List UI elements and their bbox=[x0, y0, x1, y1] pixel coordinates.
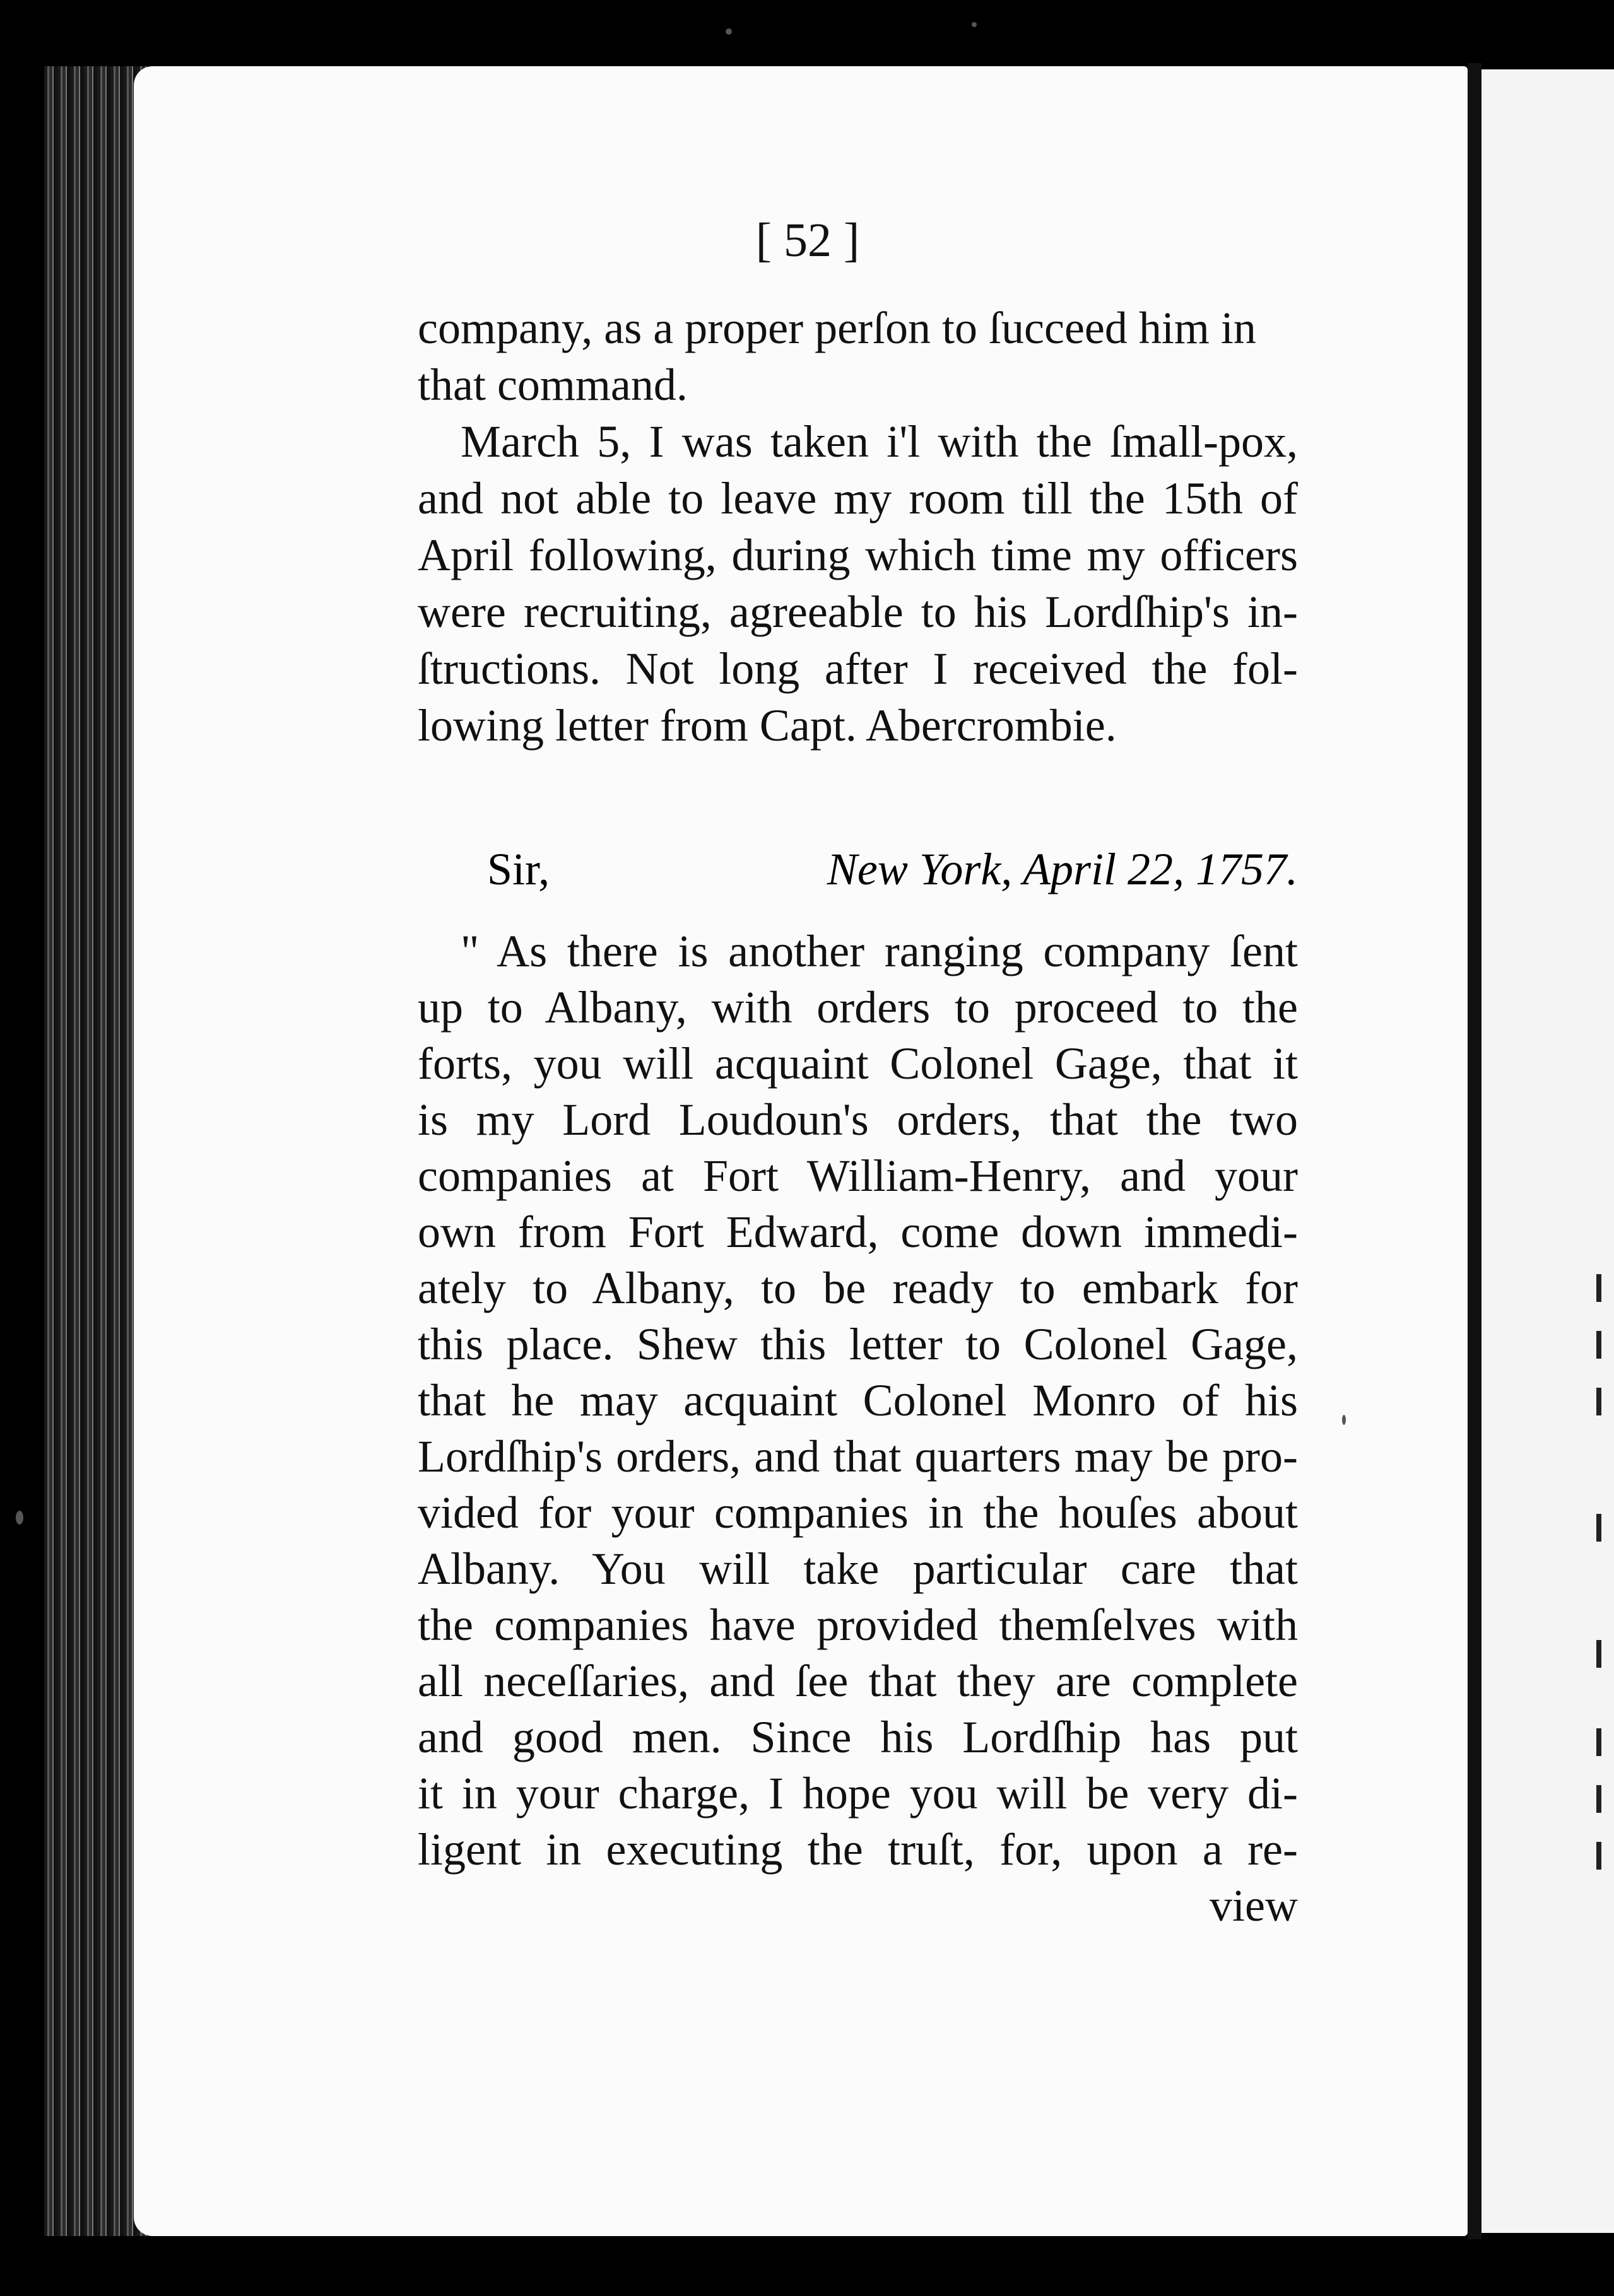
text-line: April following, during which time my officers bbox=[418, 530, 1298, 580]
text-line: vided for your companies in the houſes about bbox=[418, 1487, 1298, 1538]
text-line: and not able to leave my room till the 15th of bbox=[418, 473, 1298, 524]
text-line: is my Lord Loudoun's orders, that the two bbox=[418, 1094, 1298, 1145]
text-line: companies at Fort William-Henry, and your bbox=[418, 1151, 1298, 1201]
facing-page-mark bbox=[1596, 1274, 1601, 1302]
text-line: lowing letter from Capt. Abercrombie. bbox=[418, 700, 1117, 751]
letter-dateline bbox=[487, 838, 1298, 901]
text-line: were recruiting, agreeable to his Lordſhip's in- bbox=[418, 587, 1298, 637]
text-line: and good men. Since his Lordſhip has put bbox=[418, 1712, 1298, 1762]
facing-page-edge bbox=[1481, 69, 1614, 2233]
text-line: ately to Albany, to be ready to embark for bbox=[418, 1263, 1298, 1313]
text-line: all neceſſaries, and ſee that they are complete bbox=[418, 1656, 1298, 1706]
facing-page-mark bbox=[1596, 1388, 1601, 1415]
text-line: ligent in executing the truſt, for, upon a re- bbox=[418, 1824, 1298, 1875]
page-gutter bbox=[1468, 63, 1481, 2239]
text-line: that he may acquaint Colonel Monro of his bbox=[418, 1375, 1298, 1426]
text-line: March 5, I was taken i'l with the ſmall-pox, bbox=[461, 416, 1298, 467]
text-line: up to Albany, with orders to proceed to the bbox=[418, 982, 1298, 1033]
text-line: the companies have provided themſelves with bbox=[418, 1600, 1298, 1650]
text-line: " As there is another ranging company ſent bbox=[461, 926, 1298, 976]
text-line: it in your charge, I hope you will be very di- bbox=[418, 1768, 1298, 1819]
text-line: this place. Shew this letter to Colonel Gage, bbox=[418, 1319, 1298, 1369]
catchword: view bbox=[1210, 1880, 1298, 1931]
text-line: that command. bbox=[418, 360, 688, 410]
scan-speck bbox=[1342, 1415, 1346, 1425]
scan-speck bbox=[16, 1511, 23, 1525]
text-line: Albany. You will take particular care that bbox=[418, 1543, 1298, 1594]
facing-page-mark bbox=[1596, 1640, 1601, 1668]
text-line: Lordſhip's orders, and that quarters may be pro- bbox=[418, 1431, 1298, 1482]
text-line: own from Fort Edward, come down immedi- bbox=[418, 1207, 1298, 1257]
letter-place-date: New York, April 22, 1757. bbox=[827, 844, 1298, 894]
scan-speck bbox=[972, 22, 977, 27]
facing-page-mark bbox=[1596, 1331, 1601, 1359]
facing-page-mark bbox=[1596, 1842, 1601, 1870]
facing-page-mark bbox=[1596, 1728, 1601, 1756]
text-line: company, as a proper perſon to ſucceed him in bbox=[418, 303, 1256, 353]
page-number-header: [ 52 ] bbox=[755, 214, 860, 267]
facing-page-mark bbox=[1596, 1785, 1601, 1813]
text-line: ſtructions. Not long after I received the fol- bbox=[418, 643, 1298, 694]
text-line: forts, you will acquaint Colonel Gage, that it bbox=[418, 1038, 1298, 1089]
facing-page-mark bbox=[1596, 1514, 1601, 1542]
scan-speck bbox=[726, 28, 732, 35]
letter-salutation: Sir, bbox=[487, 844, 550, 894]
